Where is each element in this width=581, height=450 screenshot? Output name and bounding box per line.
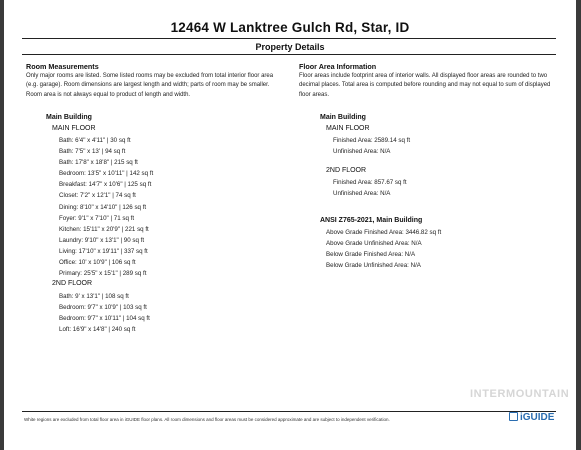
rooms-main-floor-label: MAIN FLOOR bbox=[52, 125, 96, 132]
page-subtitle: Property Details bbox=[255, 42, 325, 52]
floor-area-info-heading: Floor Area Information bbox=[299, 62, 377, 71]
room-row: Primary: 25'5" x 15'1" | 289 sq ft bbox=[59, 270, 147, 278]
room-row: Living: 17'10" x 19'11" | 337 sq ft bbox=[59, 247, 148, 255]
room-row: Bedroom: 9'7" x 10'11" | 104 sq ft bbox=[59, 315, 150, 323]
property-details-page bbox=[4, 0, 576, 450]
iguide-logo-text: iGUIDE bbox=[520, 412, 555, 423]
room-measurements-line: (e.g. garage). Room dimensions are largest length and width; parts of room may be smaller. bbox=[26, 82, 270, 89]
room-measurements-line: Only major rooms are listed. Some listed rooms may be excluded from total interior floor area bbox=[26, 73, 274, 79]
title-divider bbox=[22, 38, 556, 39]
room-measurements-text bbox=[26, 72, 296, 100]
floor-area-info-line: decimal places. Total area is computed before rounding and may not equal to sum of displayed bbox=[299, 82, 551, 89]
page-title: 12464 W Lanktree Gulch Rd, Star, ID bbox=[170, 20, 410, 35]
room-measurements-line: Room area is not always equal to product of length and width. bbox=[26, 91, 191, 98]
room-row: Closet: 7'2" x 12'1" | 74 sq ft bbox=[59, 192, 136, 200]
room-row: Kitchen: 15'11" x 20'9" | 221 sq ft bbox=[59, 225, 149, 233]
floor-area-info-text bbox=[299, 72, 569, 100]
area-row: Below Grade Unfinished Area: N/A bbox=[326, 262, 421, 270]
ansi-heading: ANSI Z765-2021, Main Building bbox=[320, 217, 423, 224]
room-row: Breakfast: 14'7" x 10'6" | 125 sq ft bbox=[59, 181, 152, 189]
footer-divider bbox=[22, 411, 556, 412]
area-row: Finished Area: 2589.14 sq ft bbox=[333, 137, 411, 144]
room-row: Dining: 8'10" x 14'10" | 126 sq ft bbox=[59, 203, 147, 211]
main-floor-room-list bbox=[59, 135, 153, 279]
area-row: Unfinished Area: N/A bbox=[333, 148, 391, 156]
room-row: Loft: 16'9" x 14'8" | 240 sq ft bbox=[59, 326, 136, 334]
room-row: Bath: 6'4" x 4'11" | 30 sq ft bbox=[59, 137, 131, 144]
second-floor-room-list bbox=[59, 291, 150, 335]
room-row: Bath: 17'8" x 18'8" | 215 sq ft bbox=[59, 159, 138, 167]
watermark-text: INTERMOUNTAIN bbox=[470, 388, 570, 400]
area-row: Unfinished Area: N/A bbox=[333, 190, 391, 198]
room-row: Laundry: 9'10" x 13'1" | 90 sq ft bbox=[59, 236, 145, 244]
areas-building-label: Main Building bbox=[320, 114, 366, 121]
floor-area-info-line: floor areas. bbox=[299, 91, 330, 98]
area-row: Below Grade Finished Area: N/A bbox=[326, 251, 416, 259]
footer-note: White regions are excluded from total floor area in iGUIDE floor plans. All room dimensions and floor areas must be considered approximate and are subject to independent verification. bbox=[24, 417, 390, 422]
iguide-logo-icon bbox=[509, 412, 518, 421]
room-row: Bath: 7'5" x 13' | 94 sq ft bbox=[59, 148, 126, 156]
areas-second-floor-label: 2ND FLOOR bbox=[326, 167, 367, 174]
room-measurements-heading: Room Measurements bbox=[26, 62, 99, 71]
rooms-building-label: Main Building bbox=[46, 114, 92, 121]
floor-area-info-line: Floor areas include footprint area of interior walls. All displayed floor areas are rounded to two bbox=[299, 73, 548, 79]
room-row: Bedroom: 9'7" x 10'9" | 103 sq ft bbox=[59, 304, 147, 312]
area-row: Finished Area: 857.67 sq ft bbox=[333, 179, 407, 186]
room-row: Bath: 9' x 13'1" | 108 sq ft bbox=[59, 293, 129, 300]
second-floor-area-list bbox=[333, 177, 407, 199]
areas-main-floor-label: MAIN FLOOR bbox=[326, 125, 370, 132]
area-row: Above Grade Unfinished Area: N/A bbox=[326, 240, 422, 248]
room-row: Bedroom: 13'5" x 10'11" | 142 sq ft bbox=[59, 170, 154, 178]
iguide-logo bbox=[509, 412, 554, 423]
area-row: Above Grade Finished Area: 3446.82 sq ft bbox=[326, 229, 442, 236]
subtitle-divider bbox=[22, 54, 556, 55]
room-row: Office: 10' x 10'9" | 106 sq ft bbox=[59, 259, 136, 267]
main-floor-area-list bbox=[333, 135, 410, 157]
rooms-second-floor-label: 2ND FLOOR bbox=[52, 280, 93, 287]
ansi-area-list bbox=[326, 227, 441, 271]
room-row: Foyer: 9'1" x 7'10" | 71 sq ft bbox=[59, 214, 135, 222]
